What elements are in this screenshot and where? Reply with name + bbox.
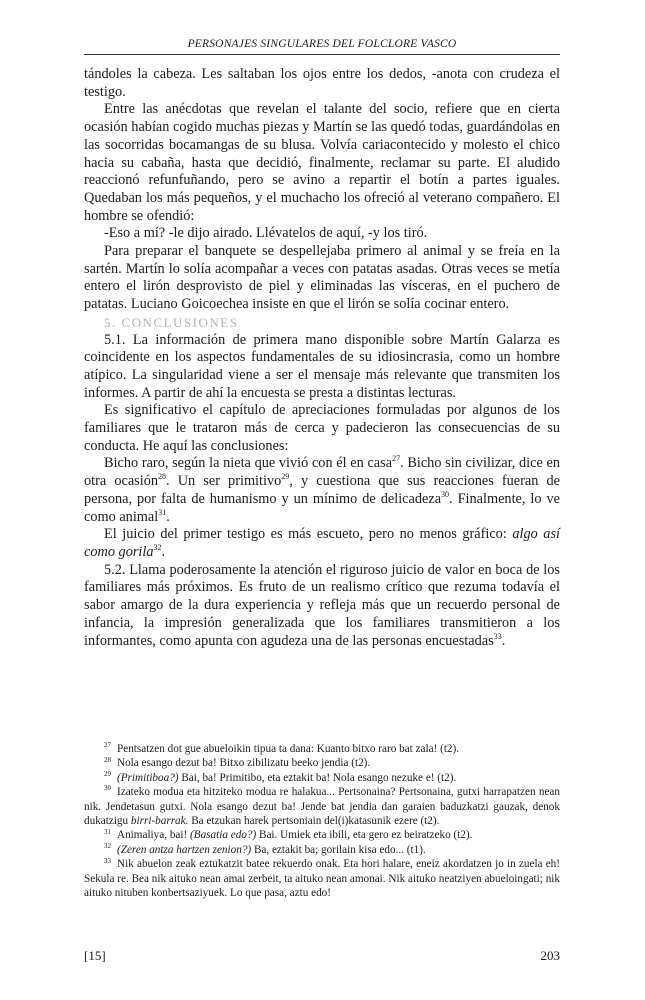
italic-run: algo así como gorila (84, 526, 560, 560)
footnote-number: 27 (104, 741, 111, 750)
footnote (84, 843, 560, 857)
paragraph: Entre las anécdotas que revelan el talante del socio, refiere que en cierta ocasión habían cogido muchas piezas y Martín se las quedó todas, guardándolas en las socorridas bocamangas de su blusa. Volvía cariacontecido y molesto el chico hacia su cabaña, hasta que decidió, finalmente, reclamar su parte. El aludido reaccionó refunfuñando, pero se avino a repartir el botín a partes iguales. Quedaban los más pequeños, y el muchacho los ofreció al veterano compañero. El hombre se ofendió: (84, 101, 560, 224)
footnote-ref[interactable]: 28 (158, 472, 167, 482)
text-run: 5.2. Llama poderosamente la atención el riguroso juicio de valor en boca de los familiares más próximos. Es fruto de un realismo crítico que rezuma todavía el sabor amargo de la dura experiencia y refleja más que un recuerdo personal de infancia, la impresión generalizada que los familiares transmitieron a los informantes, como apunta con agudeza una de las personas encuestadas (84, 561, 560, 649)
footnote-ref[interactable]: 30 (441, 490, 450, 500)
footnote-ref[interactable]: 27 (392, 454, 401, 464)
page-number-bracketed: [15] (84, 948, 106, 963)
footnote-ref[interactable]: 32 (153, 543, 162, 553)
page-number: 203 (540, 948, 560, 963)
footnote-italic: (Basatia edo?) (190, 829, 257, 842)
footnote (84, 756, 560, 770)
footnote-number: 30 (104, 784, 111, 793)
paragraph: Para preparar el banquete se despellejaba primero al animal y se freía en la sartén. Martín lo solía acompañar a veces con patatas asadas. Otras veces se metía entero el lirón desprovisto de piel y eliminadas las vísceras, en el puchero de patatas. Luciano Goicoechea insiste en que el lirón se solía cocinar entero. (84, 243, 560, 313)
footnote (84, 771, 560, 785)
footnotes (84, 742, 560, 900)
text-run: . (166, 508, 170, 525)
paragraph (84, 526, 560, 561)
footnote-text: Ba, eztakit ba; gorilain kisa edo... (t1). (251, 843, 426, 856)
footnote-italic: birri-barrak. (130, 815, 189, 828)
footnote-ref[interactable]: 29 (281, 472, 290, 482)
footnote-ref[interactable]: 31 (158, 507, 167, 517)
footnote-text: Nola esango dezut ba! Bitxo zibilizatu beeko jendia (t2). (117, 757, 371, 770)
footnote (84, 785, 560, 828)
footnote-italic: (Primitiboa?) (117, 771, 179, 784)
text-run: . Finalmente, lo ve como animal (84, 490, 560, 525)
text-run: . Bicho sin civilizar, dice en otra ocasión (84, 455, 560, 490)
running-head: PERSONAJES SINGULARES DEL FOLCLORE VASCO (187, 38, 457, 50)
footnote (84, 857, 560, 900)
footnote-text: Izateko modua eta hitziteko modua re halakua... Pertsonaina? Pertsonaina, gutxi harrapatzen nean nik. Jendetasun gutxi. Nola esango dezut ba! Jende bat jendia dan garaien baduzkatzi gauzak, denok dukatzigu (84, 786, 560, 828)
text-run: . (501, 632, 506, 649)
section-title: 5. CONCLUSIONES (104, 314, 239, 330)
footnote-number: 28 (104, 755, 111, 764)
text-run: Bicho raro, según la nieta que vivió con él en casa (104, 455, 393, 472)
footnote-text: Bai. Umiek eta ibili, eta gero ez beiratzeko (t2). (256, 829, 473, 842)
footnote-text: Pentsatzen dot gue abueloikin tipua ta dana: Kuanto bitxo raro bat zala! (t2). (117, 743, 460, 755)
footnote (84, 828, 560, 842)
text-run: El juicio del primer testigo es más escueto, pero no menos gráfico: (104, 526, 513, 543)
text-run: . Un ser primitivo (166, 473, 282, 490)
footnote (84, 742, 560, 756)
footnote-number: 33 (104, 856, 111, 865)
text-run: , y cuestiona que sus reacciones fueran de persona, por falta de humanismo y un mínimo de delicadeza (84, 473, 560, 507)
footnote-text: Nik abuelon zeak eztukatzit batee rekuerdo onak. Eta hori halare, eneiz akordatzen jo in zuela eh! Sekula re. Bea nik aituko nean amai zerbeit, ta aituko nean amonai. Nik aituko neatziyen abueloingati; nik aituko nituben konbertsaziyuek. Lo que pasa, aztu edo! (84, 858, 560, 900)
footnote-number: 29 (104, 770, 111, 779)
footnote-text: Bai, ba! Primitibo, eta eztakit ba! Nola esango nezuke e! (t2). (178, 771, 457, 784)
paragraph: -Eso a mí? -le dijo airado. Llévatelos de aquí, -y los tiró. (104, 225, 428, 242)
paragraph: tándoles la cabeza. Les saltaban los ojos entre los dedos, -anota con crudeza el testigo. (84, 66, 560, 100)
paragraph: 5.1. La información de primera mano disponible sobre Martín Galarza es coincidente en los aspectos fundamentales de su idiosincrasia, como un hombre atípico. La singularidad viene a ser el mensaje más relevante que transmiten los informes. A partir de ahí la encuesta se presta a distintas lecturas. (84, 331, 560, 401)
footnote-text: Animaliya, bai! (117, 829, 191, 842)
footnote-italic: (Zeren antza hartzen zenion?) (117, 843, 252, 856)
paragraph (84, 562, 560, 651)
footnote-ref[interactable]: 33 (493, 631, 502, 641)
footnote-text: Ba etzukan harek pertsoniain del(i)katasunik ezere (t2). (188, 815, 440, 828)
main-text (84, 66, 560, 650)
header-rule (84, 54, 560, 55)
footnote-number: 31 (104, 827, 111, 836)
paragraph (84, 455, 560, 526)
text-run: . (161, 543, 166, 560)
footnote-number: 32 (104, 842, 111, 851)
paragraph: Es significativo el capítulo de apreciaciones formuladas por algunos de los familiares que le trataron más de cerca y padecieron las consecuencias de su conducta. He aquí las conclusiones: (84, 402, 560, 454)
